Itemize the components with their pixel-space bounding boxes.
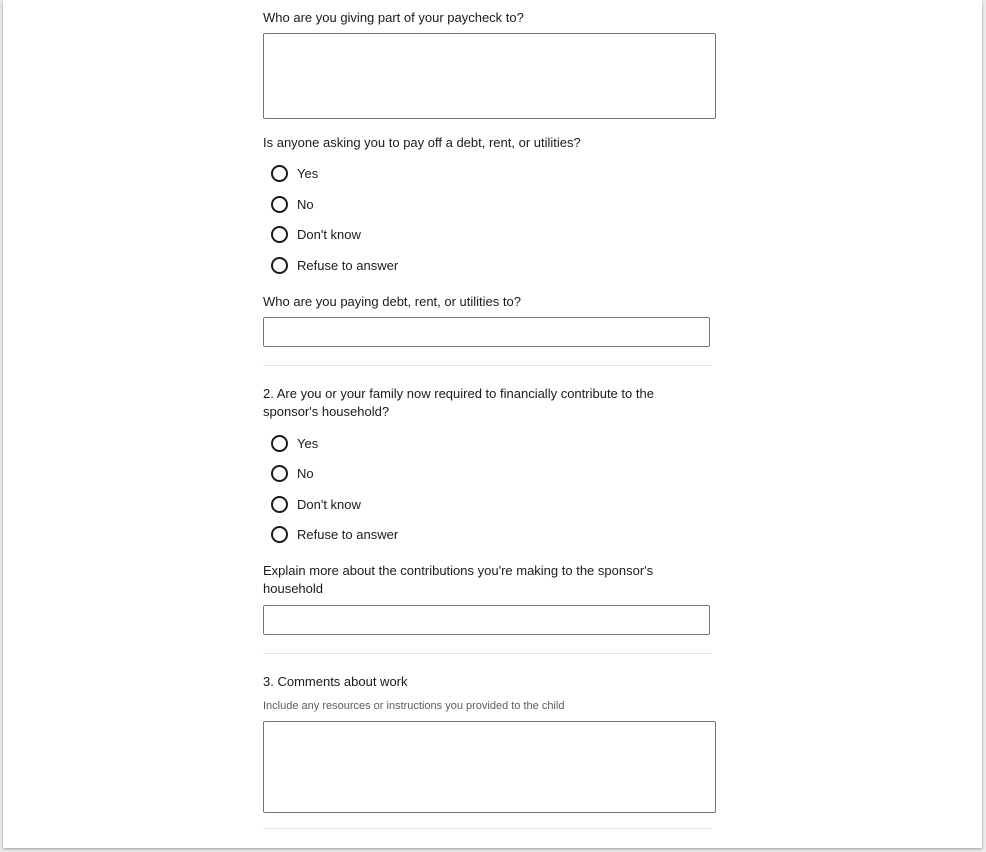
q2-option-no[interactable]: [271, 464, 314, 482]
radio-label: Don't know: [297, 496, 361, 512]
q3-label: 3. Comments about work: [263, 674, 408, 689]
radio-label: Refuse to answer: [297, 257, 399, 273]
form-page: [3, 0, 982, 848]
debt-option-refuse[interactable]: [271, 256, 398, 274]
q2-option-yes[interactable]: [271, 434, 318, 452]
radio-label: Yes: [297, 165, 319, 181]
debt-option-no[interactable]: [271, 195, 314, 213]
debt-option-dont-know[interactable]: [271, 225, 361, 243]
section-divider: [263, 365, 712, 366]
paycheck-textarea[interactable]: [263, 33, 716, 119]
radio-label: Don't know: [297, 226, 361, 242]
section-divider: [263, 828, 712, 829]
debt-who-label: Who are you paying debt, rent, or utilities to?: [263, 294, 521, 309]
debt-option-yes[interactable]: [271, 164, 318, 182]
paycheck-question-label: Who are you giving part of your paycheck to?: [263, 10, 524, 25]
q2-option-refuse[interactable]: [271, 525, 398, 543]
radio-circle[interactable]: [271, 496, 288, 513]
radio-label: Yes: [297, 435, 319, 451]
debt-question-label: Is anyone asking you to pay off a debt, rent, or utilities?: [263, 135, 581, 150]
form-column: [263, 0, 712, 848]
radio-circle[interactable]: [271, 435, 288, 452]
q3-textarea[interactable]: [263, 721, 716, 813]
section-divider: [263, 653, 712, 654]
radio-circle[interactable]: [271, 526, 288, 543]
radio-circle[interactable]: [271, 226, 288, 243]
radio-circle[interactable]: [271, 165, 288, 182]
radio-label: No: [297, 465, 314, 481]
q2-label: 2. Are you or your family now required to financially contribute to the sponsor's household?: [263, 386, 654, 419]
radio-circle[interactable]: [271, 257, 288, 274]
q3-hint: Include any resources or instructions you provided to the child: [263, 700, 565, 712]
debt-who-input[interactable]: [263, 317, 710, 347]
radio-label: No: [297, 196, 314, 212]
q2-option-dont-know[interactable]: [271, 495, 361, 513]
q2-explain-label: Explain more about the contributions you're making to the sponsor's household: [263, 563, 654, 596]
radio-circle[interactable]: [271, 465, 288, 482]
radio-circle[interactable]: [271, 196, 288, 213]
q2-explain-input[interactable]: [263, 605, 710, 635]
radio-label: Refuse to answer: [297, 526, 399, 542]
